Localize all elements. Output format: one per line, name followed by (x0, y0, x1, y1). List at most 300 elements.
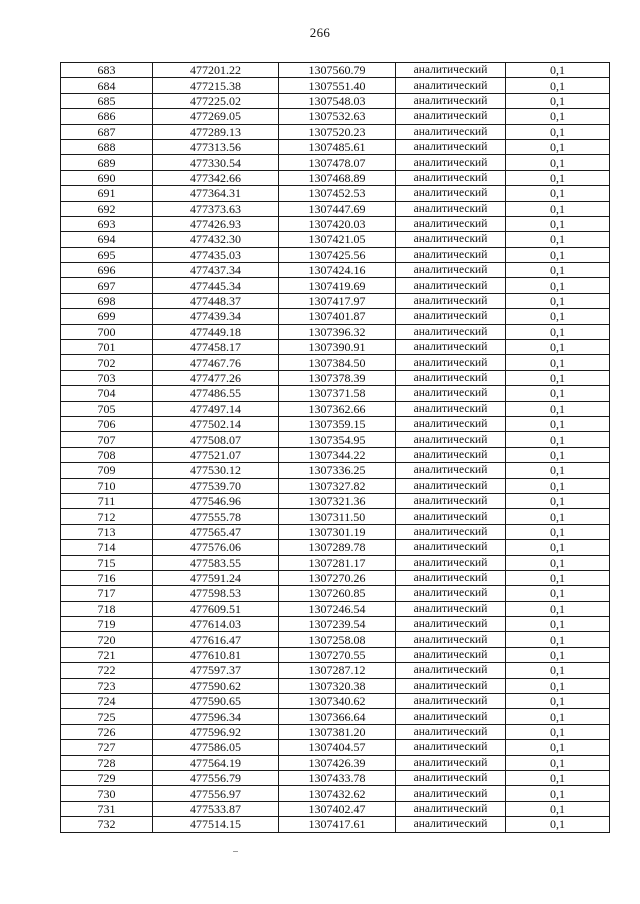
point-number-cell: 713 (61, 524, 153, 539)
x-coordinate-cell: 477313.56 (153, 139, 279, 154)
y-coordinate-cell: 1307336.25 (279, 463, 396, 478)
accuracy-cell: 0,1 (506, 740, 610, 755)
accuracy-cell: 0,1 (506, 801, 610, 816)
method-cell: аналитический (396, 617, 506, 632)
x-coordinate-cell: 477565.47 (153, 524, 279, 539)
method-cell: аналитический (396, 216, 506, 231)
method-cell: аналитический (396, 755, 506, 770)
method-cell: аналитический (396, 263, 506, 278)
y-coordinate-cell: 1307340.62 (279, 694, 396, 709)
y-coordinate-cell: 1307433.78 (279, 770, 396, 785)
method-cell: аналитический (396, 694, 506, 709)
x-coordinate-cell: 477576.06 (153, 540, 279, 555)
point-number-cell: 684 (61, 78, 153, 93)
point-number-cell: 718 (61, 601, 153, 616)
point-number-cell: 727 (61, 740, 153, 755)
table-row (61, 678, 610, 693)
method-cell: аналитический (396, 155, 506, 170)
accuracy-cell: 0,1 (506, 309, 610, 324)
x-coordinate-cell: 477591.24 (153, 570, 279, 585)
x-coordinate-cell: 477530.12 (153, 463, 279, 478)
x-coordinate-cell: 477583.55 (153, 555, 279, 570)
accuracy-cell: 0,1 (506, 694, 610, 709)
method-cell: аналитический (396, 724, 506, 739)
accuracy-cell: 0,1 (506, 709, 610, 724)
x-coordinate-cell: 477609.51 (153, 601, 279, 616)
page-number: 266 (309, 25, 331, 40)
point-number-cell: 717 (61, 586, 153, 601)
accuracy-cell: 0,1 (506, 386, 610, 401)
y-coordinate-cell: 1307390.91 (279, 340, 396, 355)
method-cell: аналитический (396, 386, 506, 401)
accuracy-cell: 0,1 (506, 755, 610, 770)
table-row (61, 109, 610, 124)
point-number-cell: 690 (61, 170, 153, 185)
table-row (61, 278, 610, 293)
table-row (61, 139, 610, 154)
x-coordinate-cell: 477458.17 (153, 340, 279, 355)
x-coordinate-cell: 477449.18 (153, 324, 279, 339)
point-number-cell: 715 (61, 555, 153, 570)
point-number-cell: 723 (61, 678, 153, 693)
method-cell: аналитический (396, 370, 506, 385)
method-cell: аналитический (396, 540, 506, 555)
method-cell: аналитический (396, 786, 506, 801)
method-cell: аналитический (396, 801, 506, 816)
y-coordinate-cell: 1307321.36 (279, 493, 396, 508)
point-number-cell: 714 (61, 540, 153, 555)
accuracy-cell: 0,1 (506, 463, 610, 478)
method-cell: аналитический (396, 278, 506, 293)
method-cell: аналитический (396, 555, 506, 570)
y-coordinate-cell: 1307258.08 (279, 632, 396, 647)
point-number-cell: 704 (61, 386, 153, 401)
y-coordinate-cell: 1307378.39 (279, 370, 396, 385)
accuracy-cell: 0,1 (506, 447, 610, 462)
x-coordinate-cell: 477477.26 (153, 370, 279, 385)
x-coordinate-cell: 477556.97 (153, 786, 279, 801)
y-coordinate-cell: 1307401.87 (279, 309, 396, 324)
method-cell: аналитический (396, 78, 506, 93)
method-cell: аналитический (396, 324, 506, 339)
accuracy-cell: 0,1 (506, 232, 610, 247)
table-row (61, 694, 610, 709)
table-row (61, 463, 610, 478)
point-number-cell: 703 (61, 370, 153, 385)
table-row (61, 540, 610, 555)
table-row (61, 617, 610, 632)
x-coordinate-cell: 477539.70 (153, 478, 279, 493)
y-coordinate-cell: 1307402.47 (279, 801, 396, 816)
method-cell: аналитический (396, 124, 506, 139)
table-row (61, 124, 610, 139)
table-row (61, 355, 610, 370)
point-number-cell: 687 (61, 124, 153, 139)
method-cell: аналитический (396, 447, 506, 462)
method-cell: аналитический (396, 632, 506, 647)
point-number-cell: 730 (61, 786, 153, 801)
coordinates-table (60, 62, 610, 833)
x-coordinate-cell: 477467.76 (153, 355, 279, 370)
x-coordinate-cell: 477432.30 (153, 232, 279, 247)
y-coordinate-cell: 1307371.58 (279, 386, 396, 401)
method-cell: аналитический (396, 647, 506, 662)
table-row (61, 340, 610, 355)
x-coordinate-cell: 477597.37 (153, 663, 279, 678)
point-number-cell: 688 (61, 139, 153, 154)
accuracy-cell: 0,1 (506, 63, 610, 78)
x-coordinate-cell: 477521.07 (153, 447, 279, 462)
point-number-cell: 699 (61, 309, 153, 324)
table-row (61, 63, 610, 78)
y-coordinate-cell: 1307281.17 (279, 555, 396, 570)
method-cell: аналитический (396, 416, 506, 431)
method-cell: аналитический (396, 586, 506, 601)
y-coordinate-cell: 1307260.85 (279, 586, 396, 601)
method-cell: аналитический (396, 309, 506, 324)
y-coordinate-cell: 1307447.69 (279, 201, 396, 216)
x-coordinate-cell: 477215.38 (153, 78, 279, 93)
point-number-cell: 710 (61, 478, 153, 493)
table-row (61, 663, 610, 678)
table-row (61, 370, 610, 385)
method-cell: аналитический (396, 770, 506, 785)
x-coordinate-cell: 477590.65 (153, 694, 279, 709)
point-number-cell: 716 (61, 570, 153, 585)
accuracy-cell: 0,1 (506, 155, 610, 170)
method-cell: аналитический (396, 93, 506, 108)
coordinates-table-body (61, 63, 610, 833)
point-number-cell: 728 (61, 755, 153, 770)
table-row (61, 632, 610, 647)
accuracy-cell: 0,1 (506, 524, 610, 539)
method-cell: аналитический (396, 663, 506, 678)
x-coordinate-cell: 477610.81 (153, 647, 279, 662)
table-row (61, 555, 610, 570)
table-row (61, 78, 610, 93)
method-cell: аналитический (396, 109, 506, 124)
x-coordinate-cell: 477289.13 (153, 124, 279, 139)
table-row (61, 786, 610, 801)
y-coordinate-cell: 1307289.78 (279, 540, 396, 555)
point-number-cell: 732 (61, 817, 153, 832)
table-row (61, 309, 610, 324)
point-number-cell: 694 (61, 232, 153, 247)
point-number-cell: 701 (61, 340, 153, 355)
accuracy-cell: 0,1 (506, 432, 610, 447)
point-number-cell: 700 (61, 324, 153, 339)
y-coordinate-cell: 1307417.61 (279, 817, 396, 832)
method-cell: аналитический (396, 509, 506, 524)
y-coordinate-cell: 1307320.38 (279, 678, 396, 693)
x-coordinate-cell: 477448.37 (153, 293, 279, 308)
accuracy-cell: 0,1 (506, 324, 610, 339)
x-coordinate-cell: 477435.03 (153, 247, 279, 262)
y-coordinate-cell: 1307485.61 (279, 139, 396, 154)
point-number-cell: 698 (61, 293, 153, 308)
accuracy-cell: 0,1 (506, 617, 610, 632)
y-coordinate-cell: 1307381.20 (279, 724, 396, 739)
y-coordinate-cell: 1307417.97 (279, 293, 396, 308)
table-row (61, 478, 610, 493)
y-coordinate-cell: 1307419.69 (279, 278, 396, 293)
method-cell: аналитический (396, 186, 506, 201)
accuracy-cell: 0,1 (506, 278, 610, 293)
point-number-cell: 731 (61, 801, 153, 816)
point-number-cell: 709 (61, 463, 153, 478)
table-row (61, 493, 610, 508)
x-coordinate-cell: 477445.34 (153, 278, 279, 293)
y-coordinate-cell: 1307301.19 (279, 524, 396, 539)
y-coordinate-cell: 1307311.50 (279, 509, 396, 524)
method-cell: аналитический (396, 201, 506, 216)
y-coordinate-cell: 1307404.57 (279, 740, 396, 755)
point-number-cell: 720 (61, 632, 153, 647)
x-coordinate-cell: 477598.53 (153, 586, 279, 601)
method-cell: аналитический (396, 478, 506, 493)
table-row (61, 155, 610, 170)
y-coordinate-cell: 1307478.07 (279, 155, 396, 170)
x-coordinate-cell: 477546.96 (153, 493, 279, 508)
accuracy-cell: 0,1 (506, 78, 610, 93)
point-number-cell: 693 (61, 216, 153, 231)
accuracy-cell: 0,1 (506, 647, 610, 662)
accuracy-cell: 0,1 (506, 678, 610, 693)
y-coordinate-cell: 1307424.16 (279, 263, 396, 278)
method-cell: аналитический (396, 709, 506, 724)
y-coordinate-cell: 1307246.54 (279, 601, 396, 616)
table-row (61, 801, 610, 816)
point-number-cell: 706 (61, 416, 153, 431)
point-number-cell: 712 (61, 509, 153, 524)
table-row (61, 601, 610, 616)
y-coordinate-cell: 1307384.50 (279, 355, 396, 370)
accuracy-cell: 0,1 (506, 493, 610, 508)
x-coordinate-cell: 477555.78 (153, 509, 279, 524)
point-number-cell: 708 (61, 447, 153, 462)
accuracy-cell: 0,1 (506, 109, 610, 124)
method-cell: аналитический (396, 170, 506, 185)
accuracy-cell: 0,1 (506, 201, 610, 216)
accuracy-cell: 0,1 (506, 370, 610, 385)
table-row (61, 170, 610, 185)
table-row (61, 386, 610, 401)
x-coordinate-cell: 477439.34 (153, 309, 279, 324)
accuracy-cell: 0,1 (506, 786, 610, 801)
point-number-cell: 689 (61, 155, 153, 170)
point-number-cell: 707 (61, 432, 153, 447)
table-row (61, 509, 610, 524)
accuracy-cell: 0,1 (506, 601, 610, 616)
accuracy-cell: 0,1 (506, 540, 610, 555)
x-coordinate-cell: 477437.34 (153, 263, 279, 278)
y-coordinate-cell: 1307520.23 (279, 124, 396, 139)
table-row (61, 201, 610, 216)
point-number-cell: 721 (61, 647, 153, 662)
point-number-cell: 691 (61, 186, 153, 201)
point-number-cell: 685 (61, 93, 153, 108)
method-cell: аналитический (396, 293, 506, 308)
point-number-cell: 729 (61, 770, 153, 785)
y-coordinate-cell: 1307362.66 (279, 401, 396, 416)
y-coordinate-cell: 1307287.12 (279, 663, 396, 678)
method-cell: аналитический (396, 678, 506, 693)
x-coordinate-cell: 477564.19 (153, 755, 279, 770)
y-coordinate-cell: 1307344.22 (279, 447, 396, 462)
y-coordinate-cell: 1307452.53 (279, 186, 396, 201)
table-row (61, 293, 610, 308)
x-coordinate-cell: 477426.93 (153, 216, 279, 231)
table-row (61, 724, 610, 739)
point-number-cell: 702 (61, 355, 153, 370)
x-coordinate-cell: 477596.92 (153, 724, 279, 739)
point-number-cell: 697 (61, 278, 153, 293)
y-coordinate-cell: 1307327.82 (279, 478, 396, 493)
table-row (61, 447, 610, 462)
x-coordinate-cell: 477225.02 (153, 93, 279, 108)
method-cell: аналитический (396, 232, 506, 247)
y-coordinate-cell: 1307270.26 (279, 570, 396, 585)
y-coordinate-cell: 1307270.55 (279, 647, 396, 662)
accuracy-cell: 0,1 (506, 570, 610, 585)
point-number-cell: 725 (61, 709, 153, 724)
method-cell: аналитический (396, 817, 506, 832)
y-coordinate-cell: 1307354.95 (279, 432, 396, 447)
table-row (61, 247, 610, 262)
point-number-cell: 711 (61, 493, 153, 508)
table-row (61, 93, 610, 108)
y-coordinate-cell: 1307551.40 (279, 78, 396, 93)
method-cell: аналитический (396, 493, 506, 508)
x-coordinate-cell: 477342.66 (153, 170, 279, 185)
accuracy-cell: 0,1 (506, 509, 610, 524)
point-number-cell: 705 (61, 401, 153, 416)
accuracy-cell: 0,1 (506, 663, 610, 678)
x-coordinate-cell: 477533.87 (153, 801, 279, 816)
method-cell: аналитический (396, 63, 506, 78)
x-coordinate-cell: 477364.31 (153, 186, 279, 201)
point-number-cell: 692 (61, 201, 153, 216)
point-number-cell: 686 (61, 109, 153, 124)
y-coordinate-cell: 1307420.03 (279, 216, 396, 231)
accuracy-cell: 0,1 (506, 586, 610, 601)
accuracy-cell: 0,1 (506, 293, 610, 308)
x-coordinate-cell: 477502.14 (153, 416, 279, 431)
method-cell: аналитический (396, 340, 506, 355)
y-coordinate-cell: 1307468.89 (279, 170, 396, 185)
method-cell: аналитический (396, 740, 506, 755)
point-number-cell: 695 (61, 247, 153, 262)
method-cell: аналитический (396, 355, 506, 370)
table-row (61, 817, 610, 832)
y-coordinate-cell: 1307432.62 (279, 786, 396, 801)
point-number-cell: 724 (61, 694, 153, 709)
method-cell: аналитический (396, 247, 506, 262)
method-cell: аналитический (396, 570, 506, 585)
x-coordinate-cell: 477586.05 (153, 740, 279, 755)
accuracy-cell: 0,1 (506, 401, 610, 416)
table-row (61, 232, 610, 247)
x-coordinate-cell: 477486.55 (153, 386, 279, 401)
table-row (61, 186, 610, 201)
accuracy-cell: 0,1 (506, 724, 610, 739)
scan-mark (233, 851, 238, 852)
table-row (61, 709, 610, 724)
point-number-cell: 722 (61, 663, 153, 678)
x-coordinate-cell: 477614.03 (153, 617, 279, 632)
accuracy-cell: 0,1 (506, 817, 610, 832)
table-row (61, 524, 610, 539)
table-row (61, 755, 610, 770)
accuracy-cell: 0,1 (506, 124, 610, 139)
accuracy-cell: 0,1 (506, 555, 610, 570)
point-number-cell: 696 (61, 263, 153, 278)
accuracy-cell: 0,1 (506, 478, 610, 493)
accuracy-cell: 0,1 (506, 355, 610, 370)
accuracy-cell: 0,1 (506, 340, 610, 355)
x-coordinate-cell: 477514.15 (153, 817, 279, 832)
accuracy-cell: 0,1 (506, 93, 610, 108)
y-coordinate-cell: 1307359.15 (279, 416, 396, 431)
accuracy-cell: 0,1 (506, 186, 610, 201)
accuracy-cell: 0,1 (506, 139, 610, 154)
table-row (61, 770, 610, 785)
y-coordinate-cell: 1307425.56 (279, 247, 396, 262)
accuracy-cell: 0,1 (506, 263, 610, 278)
x-coordinate-cell: 477269.05 (153, 109, 279, 124)
point-number-cell: 726 (61, 724, 153, 739)
method-cell: аналитический (396, 601, 506, 616)
y-coordinate-cell: 1307426.39 (279, 755, 396, 770)
accuracy-cell: 0,1 (506, 770, 610, 785)
y-coordinate-cell: 1307560.79 (279, 63, 396, 78)
table-row (61, 432, 610, 447)
x-coordinate-cell: 477616.47 (153, 632, 279, 647)
x-coordinate-cell: 477373.63 (153, 201, 279, 216)
table-row (61, 216, 610, 231)
x-coordinate-cell: 477596.34 (153, 709, 279, 724)
table-row (61, 570, 610, 585)
y-coordinate-cell: 1307548.03 (279, 93, 396, 108)
x-coordinate-cell: 477330.54 (153, 155, 279, 170)
table-row (61, 416, 610, 431)
x-coordinate-cell: 477497.14 (153, 401, 279, 416)
method-cell: аналитический (396, 524, 506, 539)
y-coordinate-cell: 1307532.63 (279, 109, 396, 124)
point-number-cell: 719 (61, 617, 153, 632)
accuracy-cell: 0,1 (506, 416, 610, 431)
table-row (61, 324, 610, 339)
table-row (61, 401, 610, 416)
method-cell: аналитический (396, 463, 506, 478)
method-cell: аналитический (396, 139, 506, 154)
x-coordinate-cell: 477508.07 (153, 432, 279, 447)
y-coordinate-cell: 1307366.64 (279, 709, 396, 724)
table-row (61, 740, 610, 755)
table-row (61, 586, 610, 601)
y-coordinate-cell: 1307421.05 (279, 232, 396, 247)
y-coordinate-cell: 1307239.54 (279, 617, 396, 632)
x-coordinate-cell: 477556.79 (153, 770, 279, 785)
y-coordinate-cell: 1307396.32 (279, 324, 396, 339)
accuracy-cell: 0,1 (506, 632, 610, 647)
accuracy-cell: 0,1 (506, 247, 610, 262)
table-row (61, 263, 610, 278)
accuracy-cell: 0,1 (506, 216, 610, 231)
x-coordinate-cell: 477201.22 (153, 63, 279, 78)
x-coordinate-cell: 477590.62 (153, 678, 279, 693)
accuracy-cell: 0,1 (506, 170, 610, 185)
